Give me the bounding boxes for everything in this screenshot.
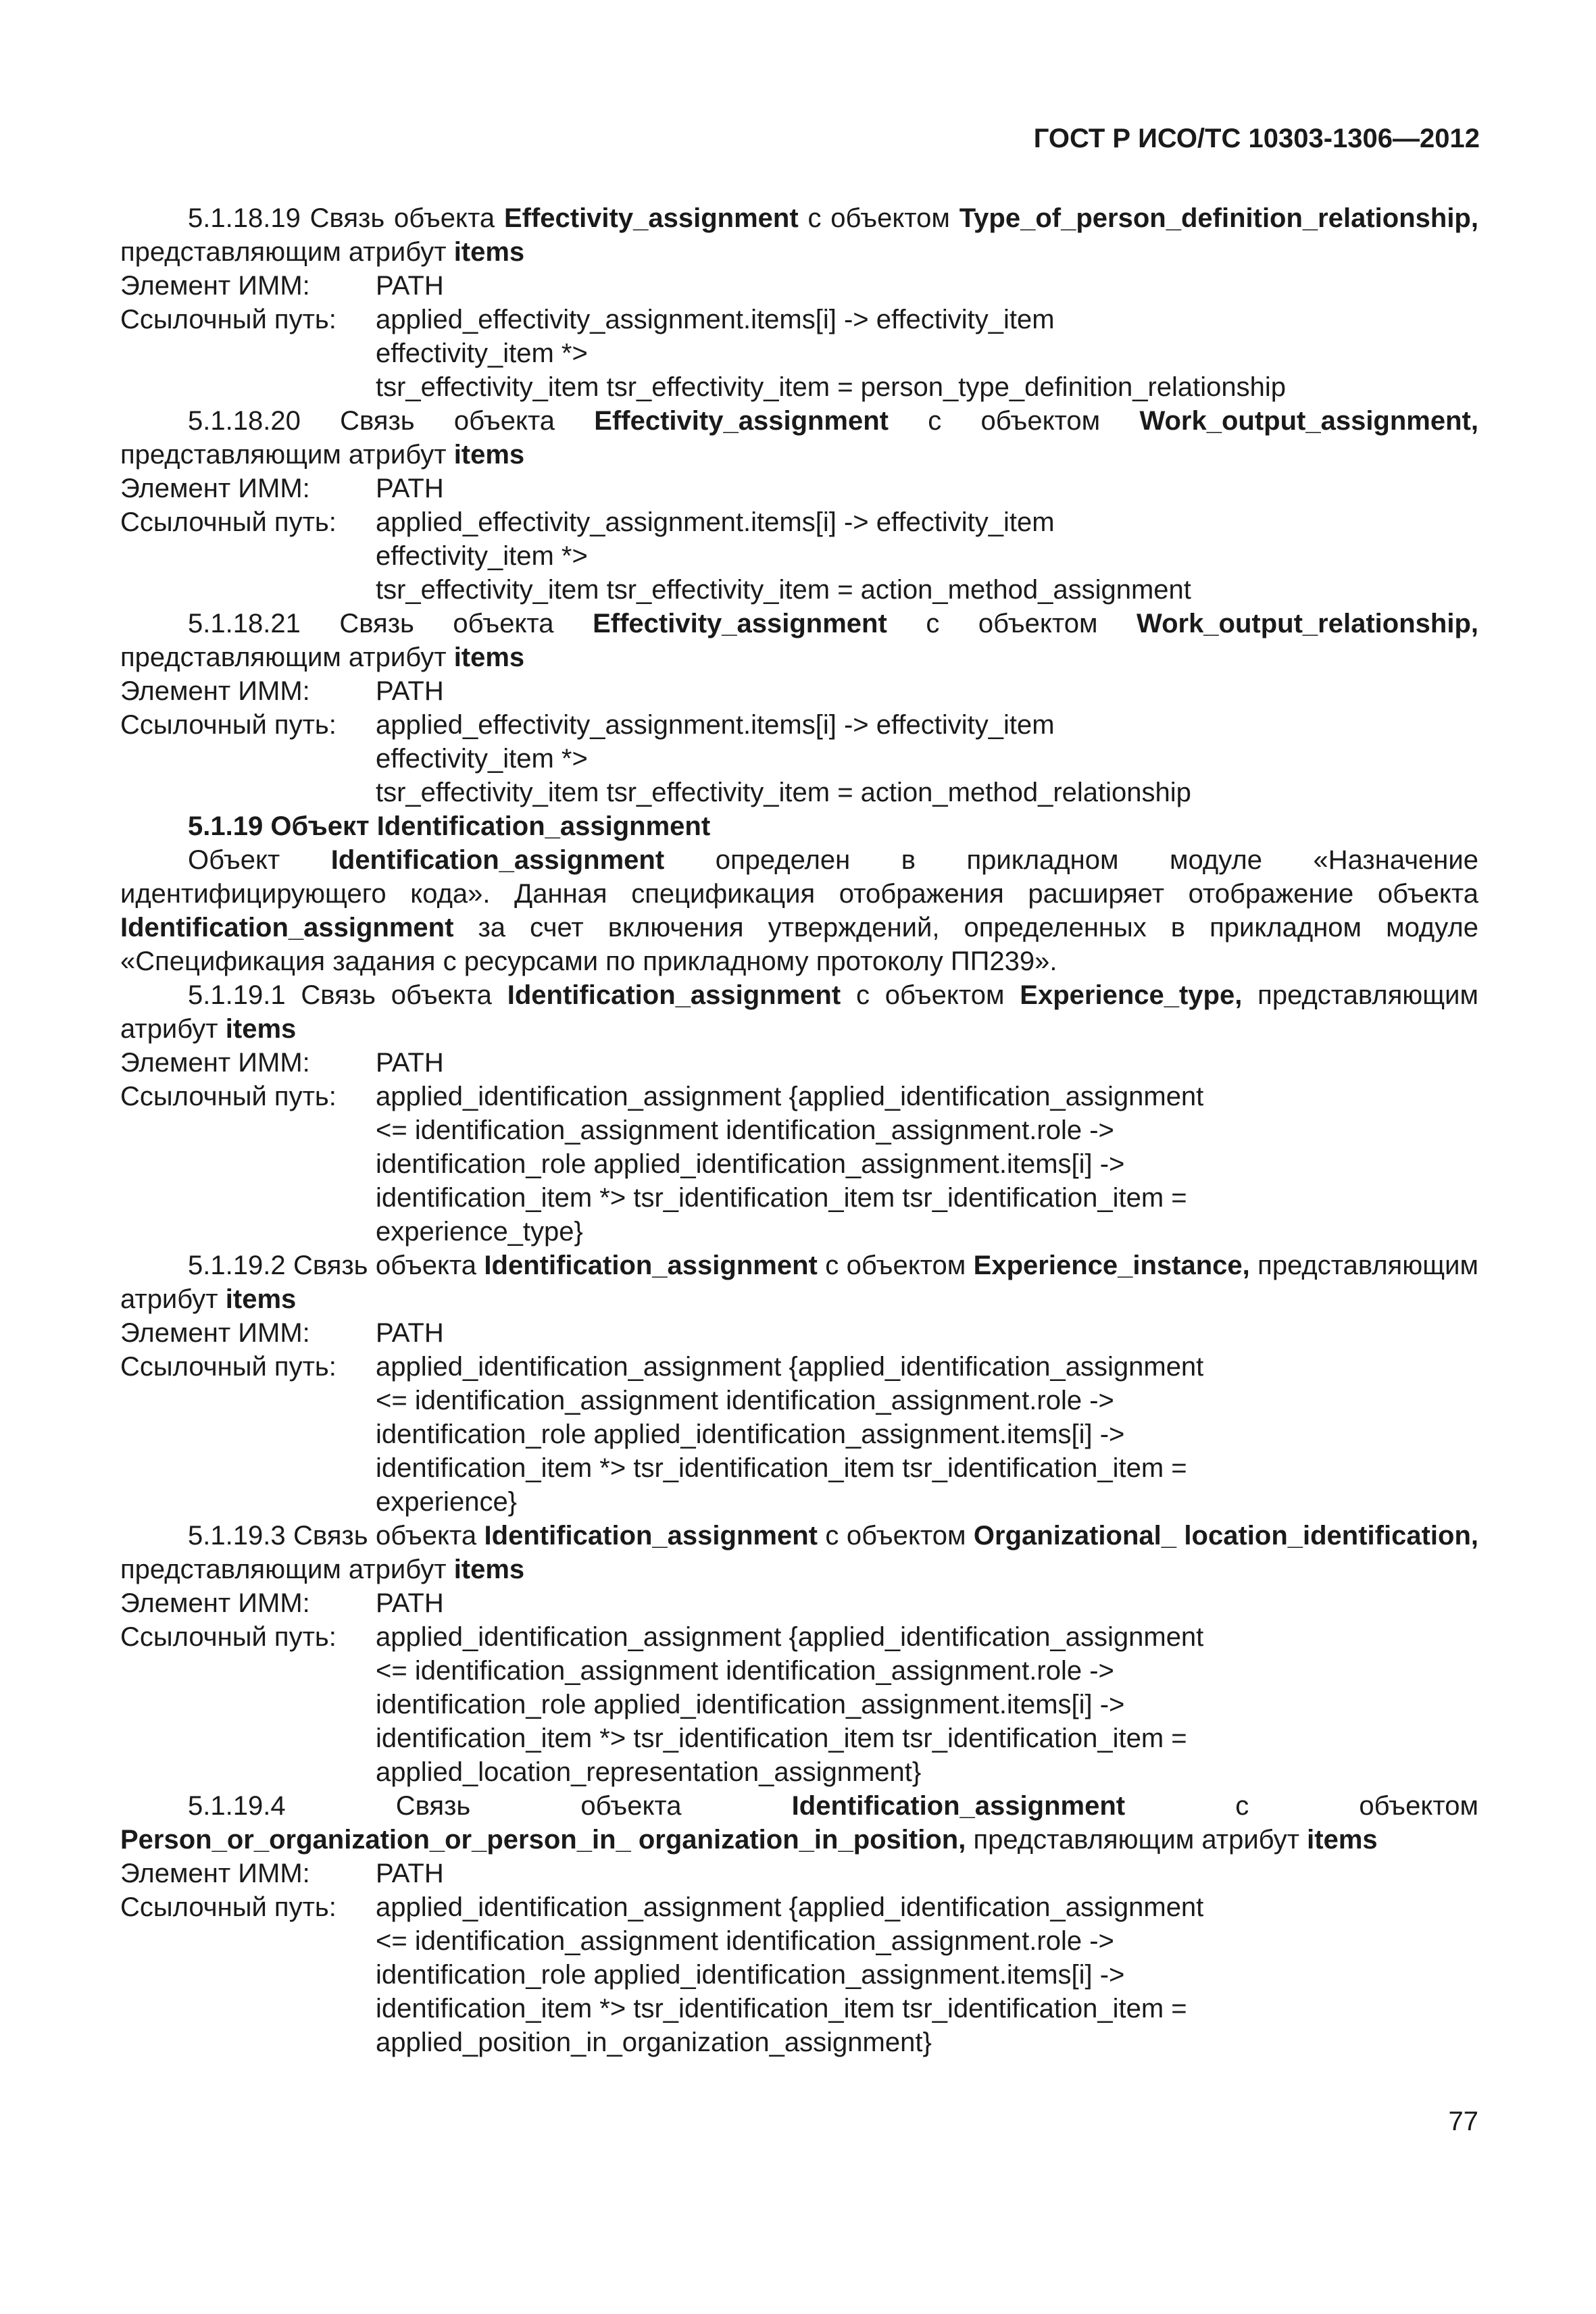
reference-path-label: Ссылочный путь: [120,305,336,334]
aim-element-label: Элемент ИММ: [120,676,310,706]
reference-path-line: applied_identification_assignment {applied_identification_assignment [376,1622,1204,1652]
reference-path-line: applied_identification_assignment {applied_identification_assignment [376,1892,1204,1922]
page-number: 77 [1448,2107,1478,2136]
reference-path-label: Ссылочный путь: [120,710,336,740]
mapping-entry [120,978,1478,1249]
reference-path-label: Ссылочный путь: [120,1892,336,1922]
aim-element-value: PATH [376,271,444,301]
aim-element-value: PATH [376,1318,444,1348]
aim-element-row [120,269,1478,303]
reference-path-row [120,1620,1478,1789]
page-content [120,201,1478,2059]
aim-element-row [120,1586,1478,1620]
reference-path-line: effectivity_item *> [376,338,588,368]
reference-path-line: identification_role applied_identification_assignment.items[i] -> [376,1149,1125,1179]
aim-element-row [120,1046,1478,1080]
entry-title: 5.1.19.1 Связь объекта Identification_assignment с объектом Experience_type, представляющим атрибут items [120,980,1478,1044]
aim-element-row [120,1857,1478,1890]
reference-path-row [120,505,1478,607]
reference-path-label: Ссылочный путь: [120,1622,336,1652]
mapping-entry [120,1249,1478,1519]
aim-element-label: Элемент ИММ: [120,1859,310,1888]
aim-element-label: Элемент ИММ: [120,1318,310,1348]
reference-path-line: applied_effectivity_assignment.items[i] -> effectivity_item [376,507,1055,537]
section-intro: Объект Identification_assignment определен в прикладном модуле «Назначение идентифицирующего кода». Данная спецификация отображения расширяет отображение объекта Identification_assignment за счет включения утверждений, определенных в прикладном модуле «Спецификация задания с ресурсами по прикладному протоколу ПП239». [120,845,1478,976]
aim-element-label: Элемент ИММ: [120,1048,310,1078]
aim-element-row [120,472,1478,505]
reference-path-label: Ссылочный путь: [120,1352,336,1382]
reference-path-line: applied_identification_assignment {applied_identification_assignment [376,1352,1204,1382]
reference-path-line: identification_item *> tsr_identification_item tsr_identification_item = [376,1994,1187,2023]
entry-title: 5.1.19.4 Связь объекта Identification_assignment с объектом Person_or_organization_or_person_in_ organization_in_position, представляющим атрибут items [120,1791,1478,1855]
section-5-1-19-blocks [120,978,1478,2059]
reference-path-line: applied_location_representation_assignment} [376,1757,922,1787]
entry-title: 5.1.19.2 Связь объекта Identification_assignment с объектом Experience_instance, представляющим атрибут items [120,1251,1478,1314]
reference-path-line: applied_effectivity_assignment.items[i] -> effectivity_item [376,710,1055,740]
reference-path-line: <= identification_assignment identification_assignment.role -> [376,1115,1114,1145]
reference-path-value [376,708,1478,809]
aim-element-label: Элемент ИММ: [120,474,310,503]
aim-element-value: PATH [376,1588,444,1618]
reference-path-line: identification_role applied_identification_assignment.items[i] -> [376,1690,1125,1719]
reference-path-value [376,1350,1478,1519]
reference-path-line: experience} [376,1487,518,1517]
document-header: ГОСТ Р ИСО/ТС 10303-1306—2012 [1033,124,1480,153]
reference-path-line: applied_position_in_organization_assignment} [376,2028,932,2057]
reference-path-line: effectivity_item *> [376,541,588,571]
section-5-1-18-blocks [120,201,1478,809]
reference-path-line: tsr_effectivity_item tsr_effectivity_item = action_method_assignment [376,575,1191,605]
aim-element-label: Элемент ИММ: [120,271,310,301]
aim-element-row [120,674,1478,708]
reference-path-row [120,1350,1478,1519]
reference-path-row [120,1890,1478,2059]
entry-title: 5.1.18.21 Связь объекта Effectivity_assignment с объектом Work_output_relationship, представляющим атрибут items [120,609,1478,672]
reference-path-line: tsr_effectivity_item tsr_effectivity_item = action_method_relationship [376,778,1191,807]
reference-path-row [120,1080,1478,1249]
aim-element-value: PATH [376,1048,444,1078]
reference-path-line: applied_effectivity_assignment.items[i] -> effectivity_item [376,305,1055,334]
reference-path-value [376,1890,1478,2059]
aim-element-label: Элемент ИММ: [120,1588,310,1618]
entry-title: 5.1.18.19 Связь объекта Effectivity_assignment с объектом Type_of_person_definition_relationship, представляющим атрибут items [120,203,1478,267]
reference-path-line: experience_type} [376,1217,583,1247]
reference-path-value [376,505,1478,607]
mapping-entry [120,201,1478,404]
reference-path-line: applied_identification_assignment {applied_identification_assignment [376,1082,1204,1111]
reference-path-line: tsr_effectivity_item tsr_effectivity_item = person_type_definition_relationship [376,372,1287,402]
mapping-entry [120,1519,1478,1789]
aim-element-value: PATH [376,676,444,706]
reference-path-row [120,303,1478,404]
aim-element-value: PATH [376,474,444,503]
section-heading: 5.1.19 Объект Identification_assignment [188,811,711,841]
aim-element-row [120,1316,1478,1350]
reference-path-line: effectivity_item *> [376,744,588,774]
reference-path-label: Ссылочный путь: [120,1082,336,1111]
reference-path-line: identification_item *> tsr_identification_item tsr_identification_item = [376,1724,1187,1753]
reference-path-line: identification_role applied_identification_assignment.items[i] -> [376,1419,1125,1449]
reference-path-line: identification_item *> tsr_identification_item tsr_identification_item = [376,1183,1187,1213]
reference-path-value [376,1620,1478,1789]
mapping-entry [120,404,1478,607]
reference-path-line: identification_role applied_identification_assignment.items[i] -> [376,1960,1125,1990]
reference-path-line: identification_item *> tsr_identification_item tsr_identification_item = [376,1453,1187,1483]
mapping-entry [120,1789,1478,2059]
reference-path-value [376,1080,1478,1249]
entry-title: 5.1.18.20 Связь объекта Effectivity_assignment с объектом Work_output_assignment, представляющим атрибут items [120,406,1478,470]
mapping-entry [120,607,1478,809]
entry-title: 5.1.19.3 Связь объекта Identification_assignment с объектом Organizational_ location_identification, представляющим атрибут items [120,1521,1478,1584]
reference-path-value [376,303,1478,404]
reference-path-row [120,708,1478,809]
reference-path-line: <= identification_assignment identification_assignment.role -> [376,1656,1114,1686]
aim-element-value: PATH [376,1859,444,1888]
reference-path-line: <= identification_assignment identification_assignment.role -> [376,1926,1114,1956]
reference-path-line: <= identification_assignment identification_assignment.role -> [376,1386,1114,1415]
reference-path-label: Ссылочный путь: [120,507,336,537]
